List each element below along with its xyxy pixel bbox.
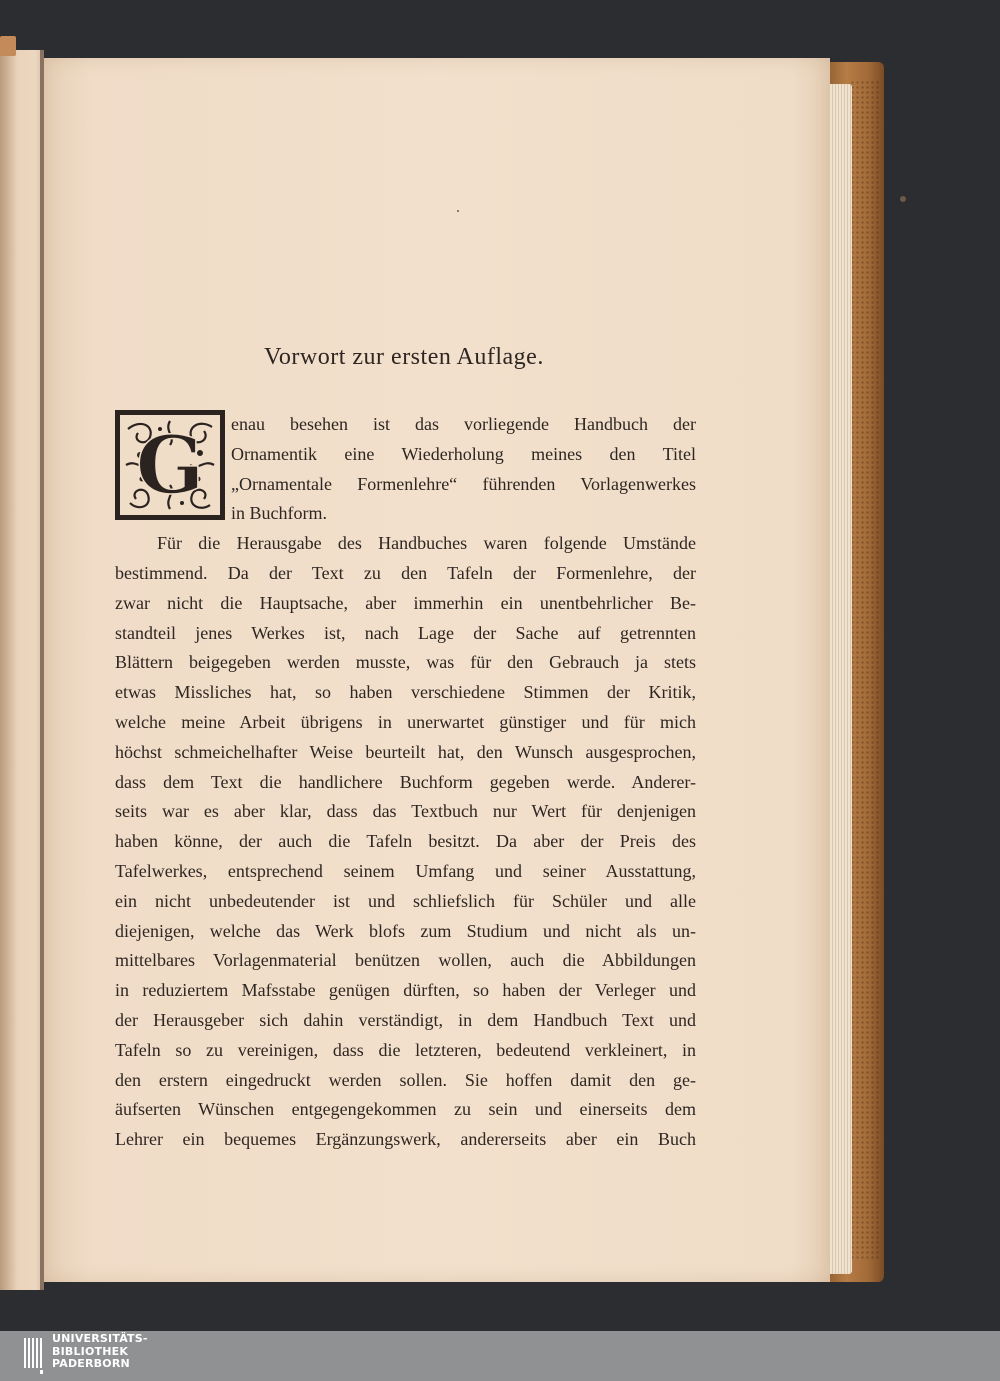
body-line: standteil jenes Werkes ist, nach Lage der Sache auf getrennten <box>115 622 696 643</box>
body-line: ein nicht unbedeutender ist und schliefslich für Schüler und alle <box>115 890 696 911</box>
opening-line: „Ornamentale Formenlehre“ führenden Vorlagenwerkes <box>231 473 696 494</box>
page-title: Vorwort zur ersten Auflage. <box>264 344 544 370</box>
body-line: höchst schmeichelhafter Weise beurteilt hat, den Wunsch ausgesprochen, <box>115 741 696 762</box>
book-page <box>44 58 830 1282</box>
logo-line: PADERBORN <box>52 1357 130 1370</box>
university-library-logo-icon[interactable] <box>24 1336 44 1376</box>
drop-cap-letter: G <box>135 418 205 512</box>
body-line: bestimmend. Da der Text zu den Tafeln der Formenlehre, der <box>115 562 696 583</box>
library-logo-text[interactable] <box>52 1333 148 1371</box>
body-line: Lehrer ein bequemes Ergänzungswerk, andererseits aber ein Buch <box>115 1129 696 1150</box>
body-line: in reduziertem Mafsstabe genügen dürften, so haben der Verleger und <box>115 980 696 1001</box>
opening-line: in Buchform. <box>231 503 327 524</box>
drop-cap-frame <box>118 413 222 517</box>
body-line: dass dem Text die handlichere Buchform gegeben werde. Anderer- <box>115 771 696 792</box>
ornament-vine-icon <box>120 415 220 515</box>
body-line: zwar nicht die Hauptsache, aber immerhin ein unentbehrlicher Be- <box>115 592 696 613</box>
body-line: welche meine Arbeit übrigens in unerwartet günstiger und für mich <box>115 711 696 732</box>
body-line: den erstern eingedruckt werden sollen. Sie hoffen damit den ge- <box>115 1069 696 1090</box>
body-line: haben könne, der auch die Tafeln besitzt. Da aber der Preis des <box>115 831 696 852</box>
cover-texture <box>850 80 880 1260</box>
opening-line: Ornamentik eine Wiederholung meines den Titel <box>231 443 696 464</box>
footer-bar <box>0 1331 1000 1381</box>
body-line: diejenigen, welche das Werk blofs zum Studium und nicht als un- <box>115 920 696 941</box>
left-page-edge <box>0 50 44 1290</box>
opening-line: enau besehen ist das vorliegende Handbuch der <box>231 414 696 434</box>
body-line: Tafeln so zu vereinigen, dass die letzteren, bedeutend verkleinert, in <box>115 1039 696 1060</box>
body-line: mittelbares Vorlagenmaterial benützen wollen, auch die Abbildungen <box>115 950 696 971</box>
body-line: Für die Herausgabe des Handbuches waren folgende Umstände <box>157 533 696 554</box>
body-line: seits war es aber klar, dass das Textbuch nur Wert für denjenigen <box>115 801 696 822</box>
body-line: äufserten Wünschen entgegengekommen zu sein und einerseits dem <box>115 1099 696 1120</box>
paper-speck <box>900 196 906 202</box>
left-page-tab <box>0 36 16 56</box>
body-paragraph <box>115 529 696 1155</box>
body-line: Blättern beigegeben werden musste, was für den Gebrauch ja stets <box>115 652 696 673</box>
logo-line: UNIVERSITÄTS- <box>52 1332 148 1345</box>
paper-speck <box>457 210 459 212</box>
body-line: Tafelwerkes, entsprechend seinem Umfang und seiner Ausstattung, <box>115 860 696 881</box>
drop-cap-ornament <box>115 410 225 520</box>
body-line: der Herausgeber sich dahin verständigt, in dem Handbuch Text und <box>115 1009 696 1030</box>
body-line: etwas Missliches hat, so haben verschiedene Stimmen der Kritik, <box>115 682 696 703</box>
logo-line: BIBLIOTHEK <box>52 1344 129 1358</box>
text-block <box>115 410 696 1155</box>
